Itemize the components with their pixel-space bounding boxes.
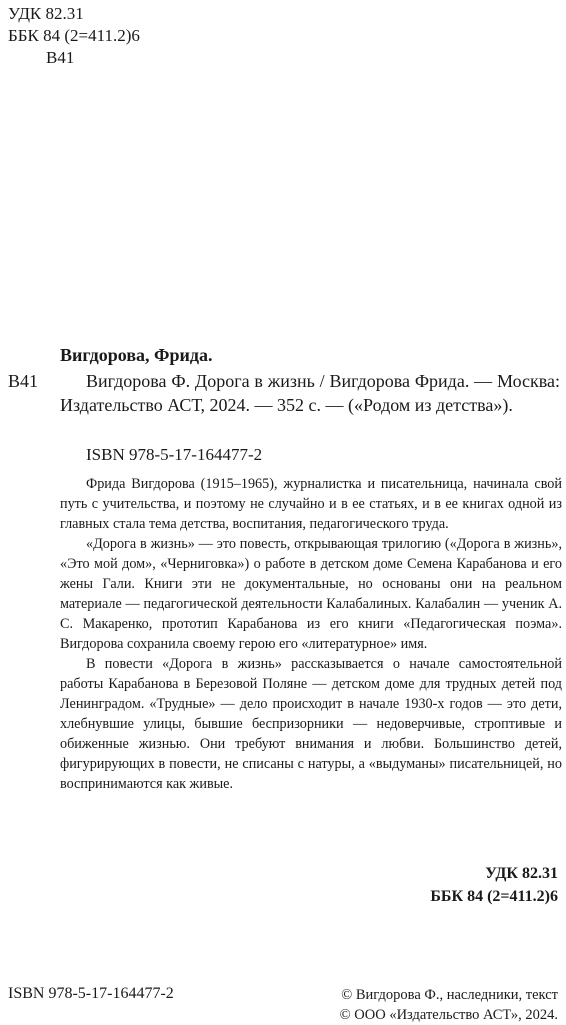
isbn-main: ISBN 978-5-17-164477-2	[86, 445, 263, 464]
udk-code-top: УДК 82.31	[8, 4, 84, 23]
udk-code-bottom: УДК 82.31	[485, 865, 558, 882]
isbn-footer: ISBN 978-5-17-164477-2	[8, 985, 174, 1002]
bbk-code-top: ББК 84 (2=411.2)6	[8, 26, 140, 45]
classification-codes	[430, 862, 558, 908]
author-mark-top: В41	[46, 48, 75, 67]
annotation-paragraph: Фрида Вигдорова (1915–1965), журналистка и писательница, начинала свой путь с учительства, и поэтому не случайно и в ее статьях, и в ее книгах одной из главных стала тема детства, воспитания, педагогического труда.	[60, 476, 562, 532]
bbk-code-bottom: ББК 84 (2=411.2)6	[430, 888, 558, 905]
catalog-mark: В41	[8, 371, 39, 391]
copyright	[340, 985, 558, 1025]
annotation-paragraph: В повести «Дорога в жизнь» рассказывается о начале самостоятельной работы Карабанова в Березовой Поляне — детском доме для трудных детей под Ленинградом. «Трудные» — дело происходит в начале 1930-х годов — это дети, хлебнувшие улицы, бывшие беспризорники — недоверчивые, строптивые и обиженные жизнью. Они требуют внимания и любви. Большинство детей, фигурирующих в повести, не списаны с натуры, а «выдуманы» писательницей, но воспринимаются как живые.	[60, 656, 562, 792]
annotation-paragraph: «Дорога в жизнь» — это повесть, открывающая трилогию («Дорога в жизнь», «Это мой дом», «Черниговка») о работе в детском доме Семена Карабанова и его жены Гали. Книги эти не документальные, но основаны они на реальном материале — педагогической деятельности Калабалиных. Калабалин — ученик А. С. Макаренко, прототип Карабанова из его книги «Педагогическая поэма». Вигдорова сохранила своему герою его «литературное» имя.	[60, 536, 562, 652]
bibliographic-description: Вигдорова Ф. Дорога в жизнь / Вигдорова Фрида. — Москва: Издательство АСТ, 2024. — 352 с. — («Родом из детства»).	[60, 371, 560, 415]
author-heading: Вигдорова, Фрида.	[60, 345, 213, 365]
copyright-line: © Вигдорова Ф., наследники, текст	[341, 987, 558, 1003]
annotation	[60, 474, 562, 794]
copyright-line: © ООО «Издательство АСТ», 2024.	[339, 1007, 558, 1023]
